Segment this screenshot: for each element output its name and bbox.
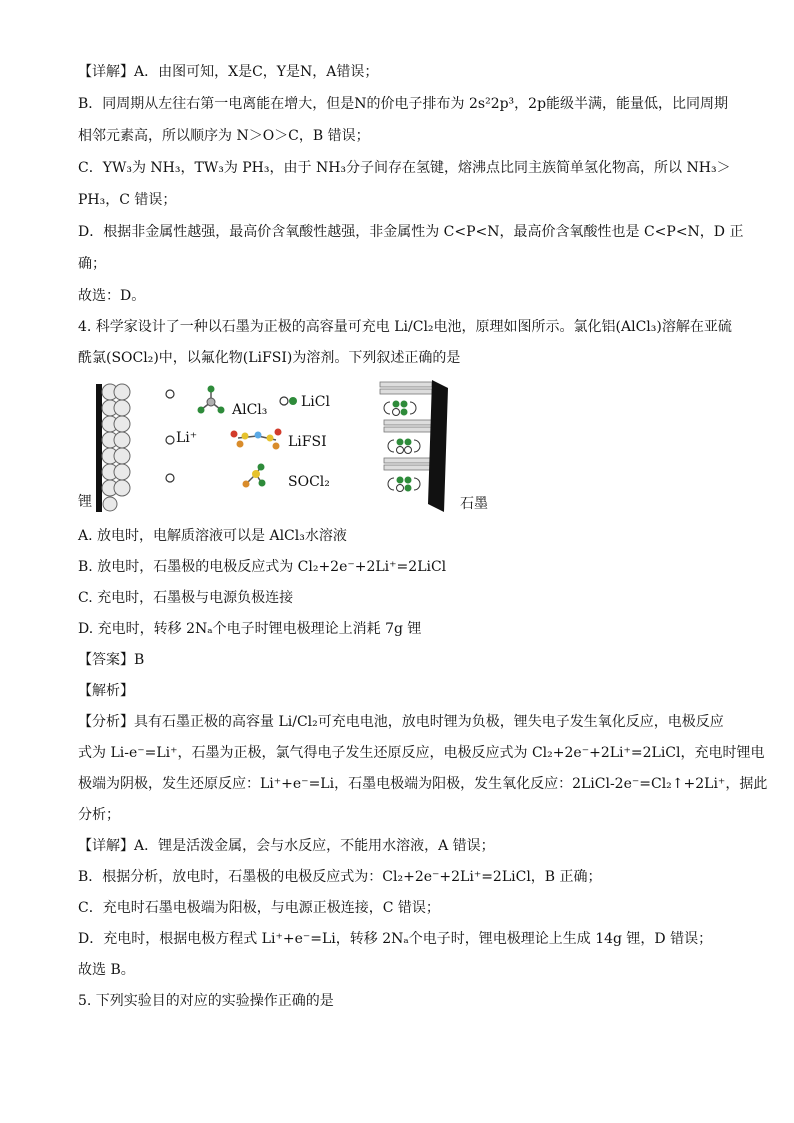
text-line: 相邻元素高，所以顺序为 N＞O＞C，B 错误；	[78, 128, 370, 144]
graphite-layers	[380, 382, 434, 470]
analysis-heading: 【解析】	[78, 683, 134, 699]
lifsi-molecule-icon	[231, 429, 282, 450]
option-a: A. 放电时，电解质溶液可以是 AlCl₃水溶液	[78, 528, 347, 544]
text-line: 【详解】A．由图可知，X是C，Y是N，A错误；	[78, 64, 379, 80]
text-line: B．根据分析，放电时，石墨极的电极反应式为：Cl₂+2e⁻+2Li⁺=2LiCl，B 正确；	[78, 869, 602, 885]
text-line: D．根据非金属性越强，最高价含氧酸性越强，非金属性为 C<P<N，最高价含氧酸性也是 C<P<N，D 正	[78, 224, 744, 240]
text-line: D．充电时，根据电极方程式 Li⁺+e⁻=Li，转移 2Nₐ个电子时，锂电极理论上生成 14g 锂，D 错误；	[78, 931, 713, 947]
graphite-electrode	[428, 380, 448, 512]
text-line: 【详解】A．锂是活泼金属，会与水反应，不能用水溶液，A 错误；	[78, 838, 495, 854]
option-d: D. 充电时，转移 2Nₐ个电子时锂电极理论上消耗 7g 锂	[78, 621, 422, 637]
text-line: B．同周期从左往右第一电离能在增大，但是N的价电子排布为 2s²2p³，2p能级半满，能量低，比同周期	[78, 96, 729, 112]
text-line: 【分析】具有石墨正极的高容量 Li/Cl₂可充电电池，放电时锂为负极，锂失电子发生氧化反应，电极反应	[78, 714, 724, 730]
text-line: 分析；	[78, 807, 120, 823]
question-5-stem: 5. 下列实验目的对应的实验操作正确的是	[78, 993, 334, 1009]
text-line: PH₃，C 错误；	[78, 192, 177, 208]
text-line: C．充电时石墨电极端为阳极，与电源正极连接，C 错误；	[78, 900, 440, 916]
question-4-stem: 4. 科学家设计了一种以石墨为正极的高容量可充电 Li/Cl₂电池，原理如图所示。氯化铝(AlCl₃)溶解在亚硫	[78, 319, 732, 335]
intercalated-licl-icons	[393, 401, 412, 492]
text-line: 故选：D。	[78, 288, 146, 304]
exchange-arrows-icon	[384, 402, 420, 490]
alcl3-molecule-icon	[198, 386, 225, 414]
licl-molecule-icon	[280, 397, 297, 405]
socl2-molecule-icon	[243, 464, 266, 488]
answer-heading: 【答案】B	[78, 652, 145, 668]
alcl3-label: AlCl₃	[232, 402, 268, 418]
li-ion-label: Li⁺	[176, 430, 198, 446]
graphite-label: 石墨	[460, 496, 488, 512]
battery-diagram	[78, 378, 518, 518]
licl-label: LiCl	[301, 394, 330, 410]
option-c: C. 充电时，石墨极与电源负极连接	[78, 590, 294, 606]
text-line: 式为 Li-e⁻=Li⁺，石墨为正极，氯气得电子发生还原反应，电极反应式为 Cl₂+2e⁻+2Li⁺=2LiCl，充电时锂电	[78, 745, 765, 761]
lithium-label: 锂	[78, 494, 92, 510]
text-line: C．YW₃为 NH₃，TW₃为 PH₃，由于 NH₃分子间存在氢键，熔沸点比同主族简单氢化物高，所以 NH₃＞	[78, 160, 731, 176]
lithium-electrode	[96, 384, 130, 512]
option-b: B. 放电时，石墨极的电极反应式为 Cl₂+2e⁻+2Li⁺=2LiCl	[78, 559, 447, 575]
text-line: 确；	[78, 256, 106, 272]
li-ion-markers	[166, 390, 174, 482]
question-4-stem: 酰氯(SOCl₂)中，以氟化物(LiFSI)为溶剂。下列叙述正确的是	[78, 350, 461, 366]
text-line: 故选 B。	[78, 962, 135, 978]
socl2-label: SOCl₂	[288, 474, 330, 490]
lifsi-label: LiFSI	[288, 434, 327, 450]
text-line: 极端为阴极，发生还原反应：Li⁺+e⁻=Li，石墨电极端为阳极，发生氧化反应：2LiCl-2e⁻=Cl₂↑+2Li⁺，据此	[78, 776, 768, 792]
